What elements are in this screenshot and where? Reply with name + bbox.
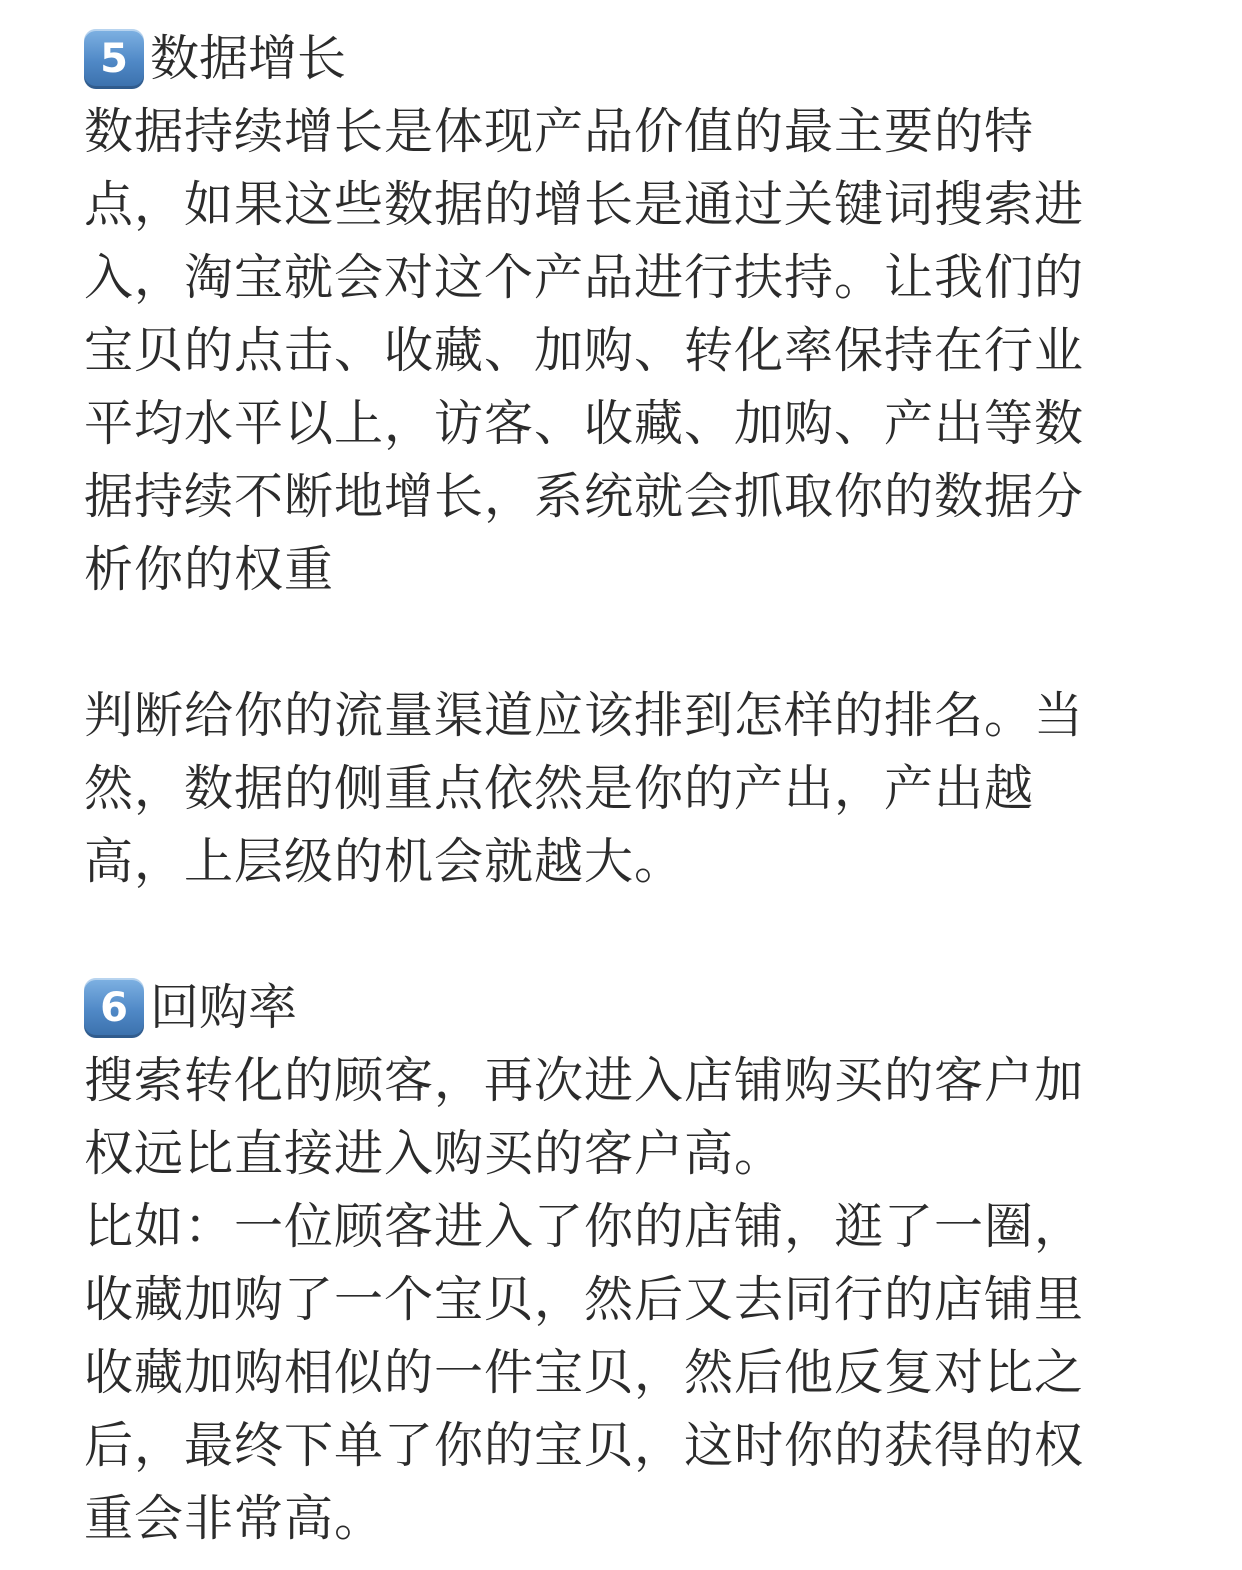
text-line: 点，如果这些数据的增长是通过关键词搜索进 xyxy=(84,176,1085,233)
text-line: 平均水平以上，访客、收藏、加购、产出等数 xyxy=(84,395,1085,452)
text-line: 搜索转化的顾客，再次进入店铺购买的客户加 xyxy=(84,1052,1085,1109)
text-line: 高，上层级的机会就越大。 xyxy=(84,833,685,890)
section-6-paragraph xyxy=(84,1044,1144,1555)
text-line: 判断给你的流量渠道应该排到怎样的排名。当 xyxy=(84,687,1085,744)
paragraph-gap xyxy=(84,606,1144,679)
text-line: 宝贝的点击、收藏、加购、转化率保持在行业 xyxy=(84,322,1085,379)
section-5-heading xyxy=(84,22,1144,95)
keycap-five-icon: 5 xyxy=(84,29,144,89)
section-5-title: 数据增长 xyxy=(150,30,347,87)
text-line: 后，最终下单了你的宝贝，这时你的获得的权 xyxy=(84,1417,1085,1474)
text-line: 据持续不断地增长，系统就会抓取你的数据分 xyxy=(84,468,1085,525)
text-line: 然，数据的侧重点依然是你的产出，产出越 xyxy=(84,760,1035,817)
paragraph-gap xyxy=(84,898,1144,971)
article-body xyxy=(84,22,1144,1555)
section-5-paragraph-1 xyxy=(84,95,1144,606)
text-line: 入，淘宝就会对这个产品进行扶持。让我们的 xyxy=(84,249,1085,306)
section-6-heading xyxy=(84,971,1144,1044)
text-line: 收藏加购了一个宝贝，然后又去同行的店铺里 xyxy=(84,1271,1085,1328)
text-line: 数据持续增长是体现产品价值的最主要的特 xyxy=(84,103,1035,160)
text-line: 比如：一位顾客进入了你的店铺，逛了一圈， xyxy=(84,1198,1085,1255)
text-line: 析你的权重 xyxy=(84,541,335,598)
text-line: 重会非常高。 xyxy=(84,1490,385,1547)
section-6-title: 回购率 xyxy=(150,979,298,1036)
section-5-paragraph-2 xyxy=(84,679,1144,898)
keycap-six-icon: 6 xyxy=(84,978,144,1038)
text-line: 权远比直接进入购买的客户高。 xyxy=(84,1125,785,1182)
text-line: 收藏加购相似的一件宝贝，然后他反复对比之 xyxy=(84,1344,1085,1401)
